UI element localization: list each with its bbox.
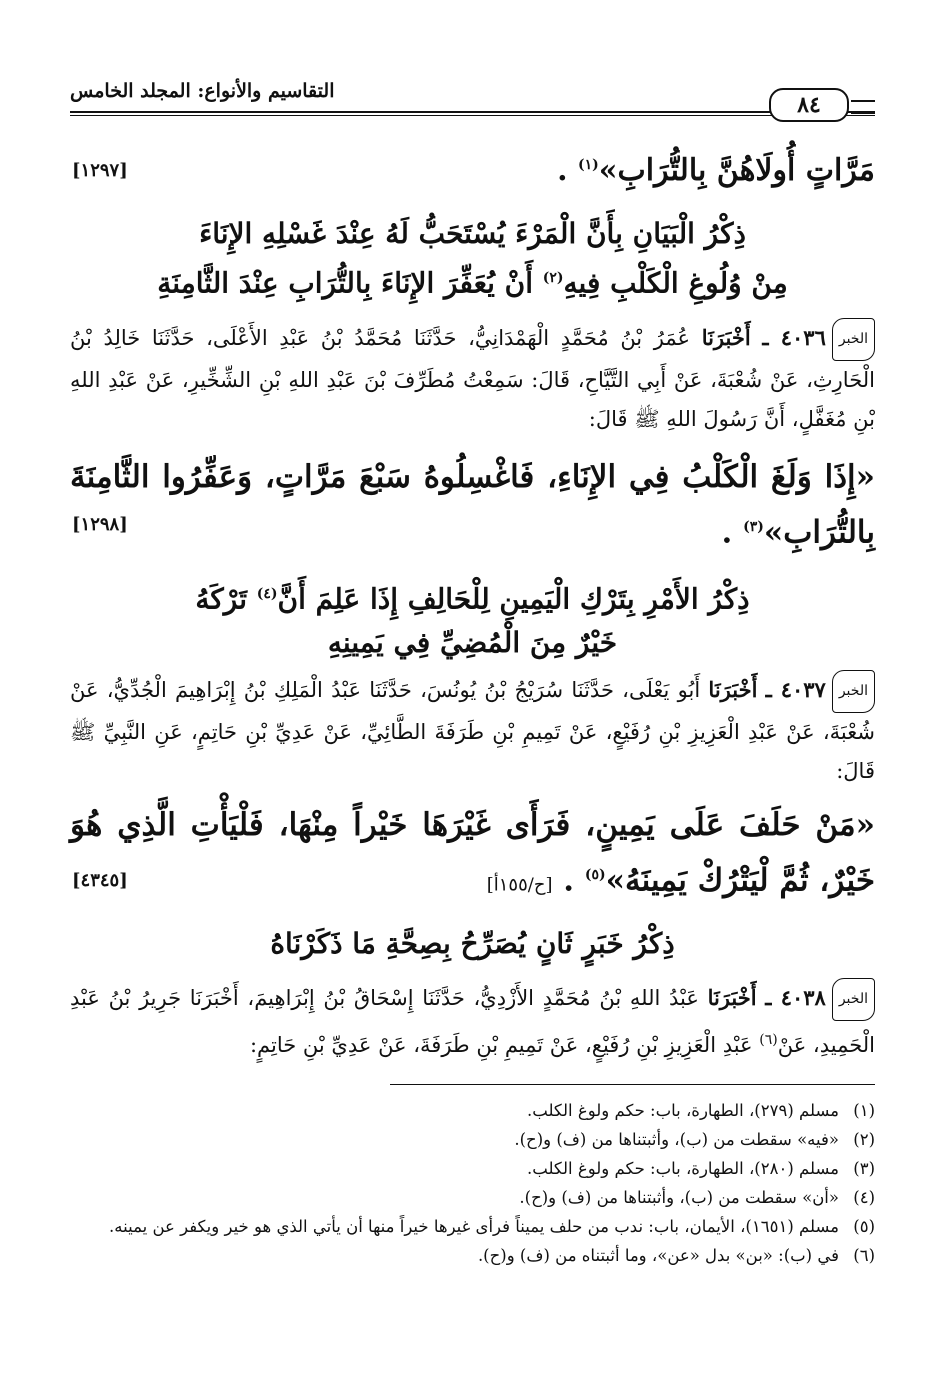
footnote-item — [70, 1241, 875, 1270]
footnote-number: (٣) — [853, 1159, 875, 1178]
section-heading-3 — [70, 922, 875, 966]
khabar-ornament: الخبر — [832, 978, 875, 1021]
isnad-text: أَبُو يَعْلَى، حَدَّثَنَا سُرَيْجُ بْنُ يُونُسَ، حَدَّثَنَا عَبْدُ الْمَلِكِ بْنُ إِبْرَاهِيمَ الْجُدِّيُّ، عَنْ شُعْبَةَ، عَنْ عَبْدِ الْعَزِيزِ بْنِ رُفَيْعٍ، عَنْ تَمِيمِ بْنِ طَرَفَةَ الطَّائِيِّ، عَنْ عَدِيِّ بْنِ حَاتِمٍ، عَنِ النَّبِيِّ ﷺ قَالَ: — [70, 678, 875, 783]
hadith-chain-4036 — [70, 318, 875, 439]
footnote-item — [70, 1212, 875, 1241]
hadith-number: ٤٠٣٧ ـ — [765, 677, 826, 702]
matn-text: «مَنْ حَلَفَ عَلَى يَمِينٍ، فَرَأَى غَيْرَهَا خَيْراً مِنْهَا، فَلْيَأْتِ الَّذِي هُوَ خَيْرٌ، ثُمَّ لْيَتْرُكْ يَمِينَهُ» — [70, 807, 875, 899]
footnote-marker: (٦) — [759, 1032, 778, 1048]
hadith-chain-4038 — [70, 978, 875, 1065]
heading-line: ذِكْرُ الْبَيَانِ بِأَنَّ الْمَرْءَ يُسْتَحَبُّ لَهُ عِنْدَ غَسْلِهِ الإِنَاءَ — [199, 217, 746, 250]
running-title: التقاسيم والأنواع: المجلد الخامس — [70, 80, 342, 102]
khabar-ornament: الخبر — [832, 318, 875, 361]
heading-line: خَيْرٌ مِنَ الْمُضِيِّ فِي يَمِينِهِ — [327, 626, 618, 660]
footnote-marker: (٢) — [542, 270, 564, 286]
footnote-number: (١) — [853, 1101, 875, 1120]
footnote-marker: (٥) — [584, 867, 606, 883]
footnote-text: مسلم (٢٨٠)، الطهارة، باب: حكم ولوغ الكلب. — [527, 1159, 839, 1178]
footnote-text: في (ب): «بن» بدل «عن»، وما أثبتناه من (ف) و(ح). — [477, 1246, 839, 1265]
reference-number: [٤٣٤٥] — [72, 870, 128, 891]
heading-text: مِنْ وُلُوغِ الْكَلْبِ فِيهِ — [563, 266, 788, 300]
isnad-text: عَبْدِ الْعَزِيزِ بْنِ رُفَيْعٍ، عَنْ تَمِيمِ بْنِ طَرَفَةَ، عَنْ عَدِيِّ بْنِ حَاتِمٍ: — [249, 1033, 760, 1057]
page-header — [70, 78, 875, 122]
akhbarana: أَخْبَرَنَا — [707, 985, 757, 1010]
akhbarana: أَخْبَرَنَا — [701, 325, 751, 350]
footnote-number: (٤) — [853, 1188, 875, 1207]
heading-text: ذِكْرُ الأَمْرِ بِتَرْكِ الْيَمِينِ لِلْحَالِفِ إِذَا عَلِمَ أَنَّ — [277, 582, 750, 616]
footnote-item — [70, 1183, 875, 1212]
footnote-text: مسلم (٢٧٩)، الطهارة، باب: حكم ولوغ الكلب. — [527, 1101, 839, 1120]
footnote-text: «أن» سقطت من (ب)، وأثبتناها من (ف) و(ح). — [519, 1188, 839, 1207]
footnote-number: (٦) — [853, 1246, 875, 1265]
page-number: ٨٤ — [769, 88, 849, 122]
footnote-number: (٥) — [853, 1217, 875, 1236]
footnote-marker: (٤) — [256, 586, 278, 602]
matn-text: «إِذَا وَلَغَ الْكَلْبُ فِي الإِنَاءِ، فَاغْسِلُوهُ سَبْعَ مَرَّاتٍ، وَعَفِّرُوا الثَّامِنَةَ بِالتُّرَابِ» — [70, 459, 875, 551]
heading-text: أَنْ يُعَفِّرَ الإِنَاءَ بِالتُّرَابِ عِنْدَ الثَّامِنَةِ — [157, 266, 543, 300]
footnote-text: مسلم (١٦٥١)، الأيمان، باب: ندب من حلف يميناً فرأى غيرها خيراً منها أن يأتي الذي هو خير ويكفر عن يمينه. — [109, 1217, 839, 1236]
reference-number: [١٢٩٨] — [72, 514, 128, 535]
section-heading-1 — [70, 212, 875, 305]
hadith-number: ٤٠٣٨ ـ — [765, 985, 826, 1010]
footnote-item — [70, 1154, 875, 1183]
khabar-ornament: الخبر — [832, 670, 875, 713]
folio-marker: [ح/١٥٥أ] — [486, 874, 553, 896]
heading-line — [70, 572, 875, 621]
heading-line: ذِكْرُ خَبَرٍ ثَانٍ يُصَرِّحُ بِصِحَّةِ مَا ذَكَرْنَاهُ — [270, 927, 675, 960]
carry-text: مَرَّاتٍ أُولَاهُنَّ بِالتُّرَابِ» — [598, 153, 875, 188]
heading-line — [70, 256, 875, 305]
hadith-chain-4037 — [70, 670, 875, 791]
header-rule — [70, 111, 875, 113]
footnote-marker: (١) — [577, 157, 599, 173]
hadith-number: ٤٠٣٦ ـ — [762, 325, 826, 350]
header-rule-thin — [70, 115, 875, 116]
footnote-text: «فيه» سقطت من (ب)، وأثبتناها من (ف) و(ح). — [514, 1130, 839, 1149]
carry-over-text: مَرَّاتٍ أُولَاهُنَّ بِالتُّرَابِ»$^{(١)}$ . — [557, 153, 875, 188]
isnad-text: عُمَرُ بْنُ مُحَمَّدٍ الْهَمْدَانِيُّ، حَدَّثَنَا مُحَمَّدُ بْنُ عَبْدِ الأَعْلَى، حَدَّثَنَا خَالِدُ بْنُ الْحَارِثِ، عَنْ شُعْبَةَ، عَنْ أَبِي التَّيَّاحِ، قَالَ: سَمِعْتُ مُطَرِّفَ بْنَ عَبْدِ اللهِ بْنِ الشِّخِّيرِ، عَنْ عَبْدِ اللهِ بْنِ مُغَفَّلٍ، أَنَّ رَسُولَ اللهِ ﷺ قَالَ: — [70, 326, 875, 431]
footnote-separator — [390, 1084, 875, 1085]
heading-text: تَرْكَهُ — [195, 582, 257, 616]
section-heading-2 — [70, 572, 875, 665]
hadith-matn-4037: «مَنْ حَلَفَ عَلَى يَمِينٍ، فَرَأَى غَيْرَهَا خَيْراً مِنْهَا، فَلْيَأْتِ الَّذِي هُوَ خَيْرٌ، ثُمَّ لْيَتْرُكْ يَمِينَهُ»$^{(٥)}$ . [ح/١٥٥أ] — [70, 807, 875, 899]
footnote-marker: (٣) — [743, 519, 764, 535]
footnote-item — [70, 1125, 875, 1154]
reference-number: [١٢٩٧] — [72, 160, 128, 181]
page-number-ornament — [851, 100, 875, 114]
isnad-text: عَبْدُ اللهِ بْنُ مُحَمَّدٍ الأَزْدِيُّ، حَدَّثَنَا إِسْحَاقُ بْنُ إِبْرَاهِيمَ، أَخْبَرَنَا جَرِيرُ بْنُ عَبْدِ الْحَمِيدِ، عَنْ — [70, 986, 875, 1057]
hadith-matn-4036: «إِذَا وَلَغَ الْكَلْبُ فِي الإِنَاءِ، فَاغْسِلُوهُ سَبْعَ مَرَّاتٍ، وَعَفِّرُوا الثَّامِنَةَ بِالتُّرَابِ»$^{(٣)}$ . — [70, 459, 875, 551]
footnote-number: (٢) — [853, 1130, 875, 1149]
footnote-item — [70, 1096, 875, 1125]
footnotes — [70, 1096, 875, 1270]
akhbarana: أَخْبَرَنَا — [708, 677, 758, 702]
